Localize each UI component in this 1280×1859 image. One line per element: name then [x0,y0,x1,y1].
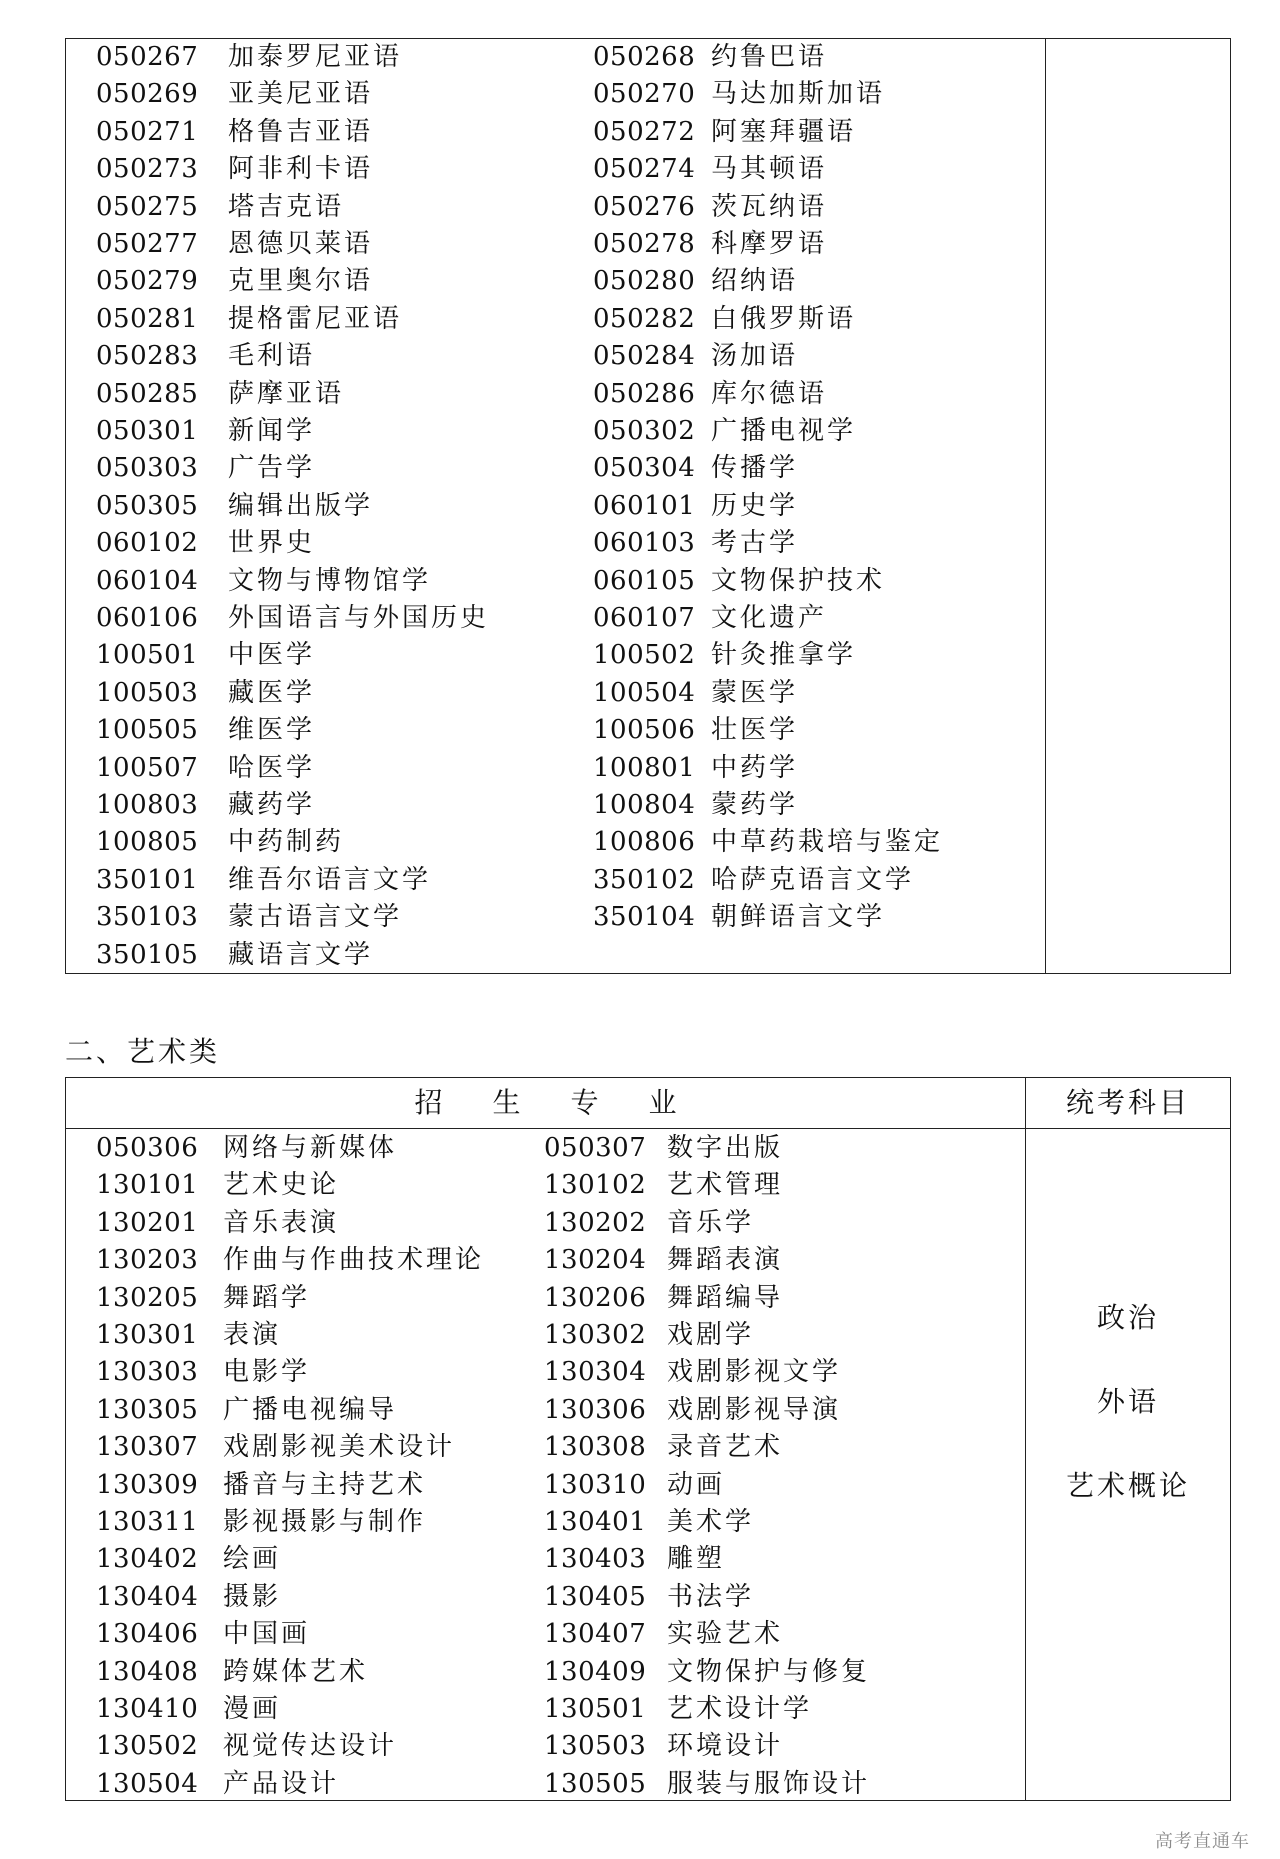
major-name: 历史学 [711,490,799,521]
major-name: 马其顿语 [711,154,828,185]
major-name: 绍纳语 [711,266,799,297]
major-code: 060107 [593,603,696,633]
major-name: 录音艺术 [667,1432,784,1463]
major-code: 130303 [96,1357,199,1388]
major-code: 050276 [593,191,696,222]
major-name: 雕塑 [667,1544,726,1575]
major-name: 藏药学 [228,790,316,820]
major-code: 130409 [544,1656,647,1687]
major-code: 130408 [96,1656,199,1687]
major-code: 130309 [96,1469,199,1500]
major-code: 060102 [96,528,199,559]
major-code: 060105 [593,565,696,596]
watermark: 高考直通车 [1155,1831,1250,1852]
major-code: 050272 [593,116,696,147]
major-code: 130205 [96,1282,199,1313]
major-name: 跨媒体艺术 [223,1656,369,1687]
major-code: 100504 [593,677,696,708]
major-code: 100801 [593,752,696,783]
major-code: 050307 [544,1133,647,1163]
major-code: 050278 [593,229,696,259]
major-code: 100806 [593,827,696,858]
major-code: 050302 [593,416,696,446]
major-code: 050281 [96,303,199,334]
major-code: 100805 [96,827,199,858]
major-name: 中药制药 [228,827,345,858]
header-divider [66,1128,1230,1129]
major-code: 100506 [593,715,696,746]
major-name: 亚美尼亚语 [228,79,374,110]
major-name: 新闻学 [228,416,316,446]
major-code: 050271 [96,116,199,147]
major-name: 广播电视编导 [223,1394,398,1425]
major-code: 130403 [544,1544,647,1575]
major-name: 维吾尔语言文学 [228,864,432,895]
major-name: 音乐表演 [223,1207,340,1238]
major-code: 050286 [593,378,696,409]
major-code: 130204 [544,1245,647,1276]
major-name: 电影学 [223,1357,311,1388]
major-code: 350101 [96,864,199,895]
major-name: 中医学 [228,640,316,671]
major-code: 130404 [96,1581,199,1612]
major-code: 100503 [96,677,199,708]
major-name: 中国画 [223,1619,311,1650]
major-name: 戏剧影视美术设计 [223,1432,456,1463]
major-name: 白俄罗斯语 [711,303,857,334]
major-name: 文物与博物馆学 [228,565,432,596]
major-code: 050268 [593,42,696,72]
major-code: 050303 [96,453,199,484]
major-code: 050306 [96,1133,199,1163]
section-title: 二、艺术类 [65,1035,221,1068]
major-name: 藏医学 [228,677,316,708]
major-code: 130504 [96,1768,199,1799]
major-name: 戏剧影视文学 [667,1357,842,1388]
major-code: 100804 [593,790,696,820]
major-code: 130406 [96,1619,199,1650]
major-name: 文物保护与修复 [667,1656,871,1687]
major-code: 100803 [96,790,199,820]
major-name: 书法学 [667,1581,755,1612]
major-code: 130203 [96,1245,199,1276]
major-name: 视觉传达设计 [223,1731,398,1762]
major-name: 中药学 [711,752,799,783]
major-code: 350105 [96,939,199,970]
major-name: 播音与主持艺术 [223,1469,427,1500]
major-name: 外国语言与外国历史 [228,603,490,633]
major-code: 130308 [544,1432,647,1463]
header-exam-subjects: 统考科目 [1065,1086,1190,1119]
major-name: 针灸推拿学 [711,640,857,671]
major-name: 维医学 [228,715,316,746]
major-code: 100502 [593,640,696,671]
major-code: 130410 [96,1694,199,1724]
major-name: 舞蹈表演 [667,1245,784,1276]
major-name: 戏剧影视导演 [667,1394,842,1425]
major-name: 壮医学 [711,715,799,746]
major-name: 中草药栽培与鉴定 [711,827,944,858]
major-code: 060106 [96,603,199,633]
major-code: 060101 [593,490,696,521]
major-name: 数字出版 [667,1133,784,1163]
major-code: 130301 [96,1320,199,1350]
major-code: 130402 [96,1544,199,1575]
major-code: 050269 [96,79,199,110]
major-name: 表演 [223,1320,282,1350]
subject-politics: 政治 [1096,1301,1159,1334]
major-code: 130206 [544,1282,647,1313]
major-code: 050273 [96,154,199,185]
major-name: 美术学 [667,1507,755,1537]
major-name: 广告学 [228,453,316,484]
header-enrollment-major: 招生专业 [414,1086,727,1119]
major-name: 科摩罗语 [711,229,828,259]
major-name: 产品设计 [223,1768,340,1799]
major-name: 漫画 [223,1694,282,1724]
major-code: 050285 [96,378,199,409]
major-name: 绘画 [223,1544,282,1575]
subject-art-theory: 艺术概论 [1065,1469,1190,1502]
major-code: 050267 [96,42,199,72]
major-code: 130407 [544,1619,647,1650]
major-code: 050304 [593,453,696,484]
major-name: 萨摩亚语 [228,378,345,409]
major-name: 恩德贝莱语 [228,229,374,259]
major-name: 服装与服饰设计 [667,1768,871,1799]
major-name: 实验艺术 [667,1619,784,1650]
major-code: 050279 [96,266,199,297]
major-code: 050301 [96,416,199,446]
major-name: 文化遗产 [711,603,828,633]
major-name: 戏剧学 [667,1320,755,1350]
major-name: 世界史 [228,528,316,559]
major-name: 艺术管理 [667,1170,784,1201]
major-name: 提格雷尼亚语 [228,303,403,334]
major-code: 130307 [96,1432,199,1463]
language-majors-body [66,39,1044,973]
major-code: 130311 [96,1507,199,1537]
major-name: 音乐学 [667,1207,755,1238]
major-name: 动画 [667,1469,726,1500]
major-name: 蒙药学 [711,790,799,820]
major-code: 130101 [96,1170,199,1201]
major-code: 130304 [544,1357,647,1388]
table-divider [1025,1078,1026,1800]
major-name: 考古学 [711,528,799,559]
major-name: 库尔德语 [711,378,828,409]
major-code: 050305 [96,490,199,521]
major-name: 克里奥尔语 [228,266,374,297]
major-name: 艺术设计学 [667,1694,813,1724]
major-name: 约鲁巴语 [711,42,828,72]
major-code: 350103 [96,902,199,933]
major-name: 哈萨克语言文学 [711,864,915,895]
major-name: 藏语言文学 [228,939,374,970]
subject-foreign-language: 外语 [1096,1385,1159,1418]
major-name: 汤加语 [711,341,799,372]
table-divider [1045,39,1046,973]
major-code: 050283 [96,341,199,372]
major-name: 毛利语 [228,341,316,372]
major-name: 作曲与作曲技术理论 [223,1245,485,1276]
major-code: 050284 [593,341,696,372]
major-code: 050280 [593,266,696,297]
major-name: 影视摄影与制作 [223,1507,427,1537]
major-code: 350102 [593,864,696,895]
major-name: 艺术史论 [223,1170,340,1201]
major-name: 网络与新媒体 [223,1133,398,1163]
major-code: 130202 [544,1207,647,1238]
major-code: 130505 [544,1768,647,1799]
major-code: 130305 [96,1394,199,1425]
major-name: 编辑出版学 [228,490,374,521]
major-name: 阿非利卡语 [228,154,374,185]
major-code: 100507 [96,752,199,783]
major-name: 朝鲜语言文学 [711,902,886,933]
major-name: 格鲁吉亚语 [228,116,374,147]
art-majors-table [65,1077,1231,1801]
major-code: 130503 [544,1731,647,1762]
major-code: 130502 [96,1731,199,1762]
major-code: 050282 [593,303,696,334]
major-name: 摄影 [223,1581,282,1612]
major-name: 传播学 [711,453,799,484]
major-name: 加泰罗尼亚语 [228,42,403,72]
major-name: 蒙古语言文学 [228,902,403,933]
major-code: 050277 [96,229,199,259]
major-code: 050270 [593,79,696,110]
major-name: 文物保护技术 [711,565,886,596]
major-code: 130102 [544,1170,647,1201]
major-code: 060104 [96,565,199,596]
major-code: 130501 [544,1694,647,1724]
major-code: 100505 [96,715,199,746]
major-code: 050274 [593,154,696,185]
major-name: 舞蹈编导 [667,1282,784,1313]
major-code: 130306 [544,1394,647,1425]
major-name: 塔吉克语 [228,191,345,222]
major-code: 130310 [544,1469,647,1500]
major-code: 060103 [593,528,696,559]
major-name: 阿塞拜疆语 [711,116,857,147]
major-code: 130201 [96,1207,199,1238]
major-code: 050275 [96,191,199,222]
major-name: 哈医学 [228,752,316,783]
major-name: 马达加斯加语 [711,79,886,110]
major-code: 130401 [544,1507,647,1537]
major-name: 环境设计 [667,1731,784,1762]
language-majors-table [65,38,1231,974]
major-code: 130302 [544,1320,647,1350]
major-name: 蒙医学 [711,677,799,708]
major-code: 350104 [593,902,696,933]
major-name: 广播电视学 [711,416,857,446]
major-name: 舞蹈学 [223,1282,311,1313]
major-code: 100501 [96,640,199,671]
major-code: 130405 [544,1581,647,1612]
major-name: 茨瓦纳语 [711,191,828,222]
